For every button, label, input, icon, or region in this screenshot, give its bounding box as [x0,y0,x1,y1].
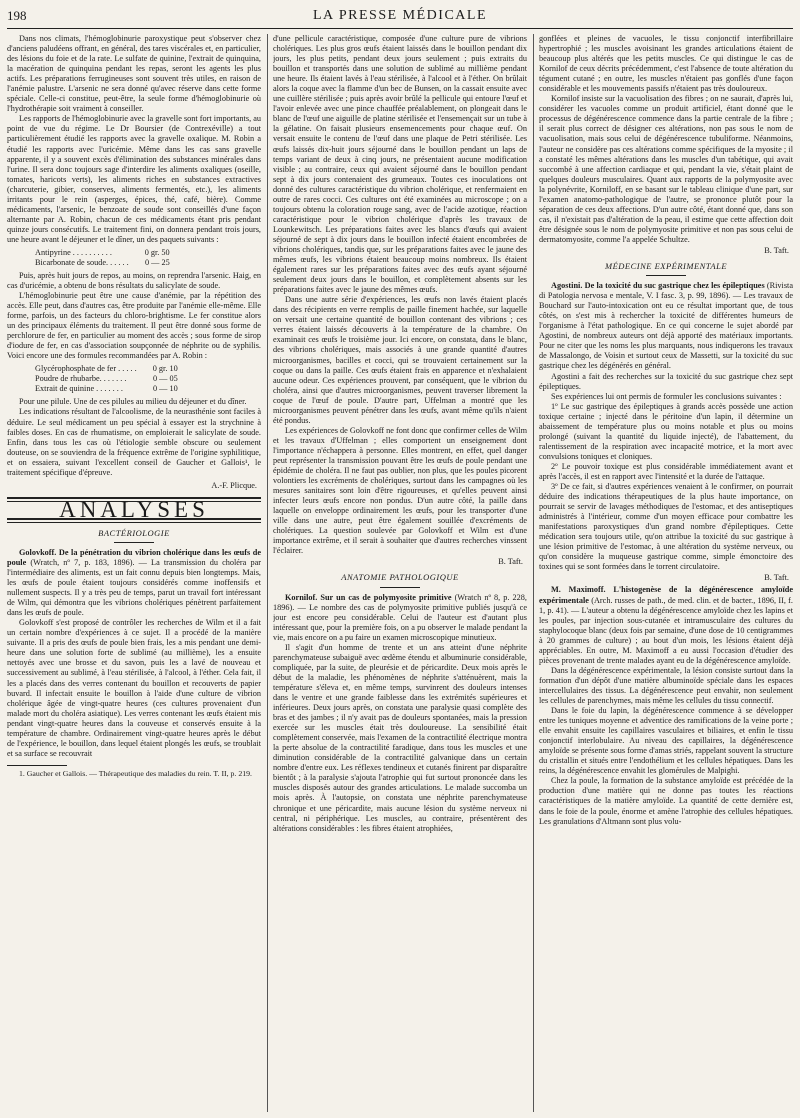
short-rule [380,587,420,588]
paragraph: 1º Le suc gastrique des épileptiques à grands accès possède une action toxique certaine ; injecté dans le péritoine d'un lapin, il détermine un abaissement de température plus ou moins notable et plus ou moins prolongé (suivant la quantité du liquide injecté), de l'abattement, du ralentissement de la respiration avec incapacité motrice, et la mort avec convulsions toniques et cloniques. [539,401,793,461]
entry-title: Golovkoff. De la pénétration du vibrion cholérique dans les œufs de poule [7,547,261,567]
short-rule [114,542,154,543]
paragraph: d'une pellicule caractéristique, composée d'une culture pure de vibrions cholériques. Les plus gros œufs étaient laissés dans le bouillon pendant dix jours, les plus petits, pendant deux jours seulement ; puis extraits du bouillon et transportés dans une solution de sublimé au millième pendant une heure. Ils étaient lavés à l'eau stérilisée, à l'alcool et à l'éther. On brûlait alors la coque avec la flamme d'un bec de Bunsen, on la cassait ensuite avec une cuillère stérilisée ; puis après avoir brûlé la pellicule qui entoure l'œuf et l'avoir enlevée avec une pince chauffée préalablement, on plongeait dans le blanc de l'œuf une aiguille de platine stérilisée et l'ensemençait sur un tube à la gélatine. On faisait plusieurs ensemencements pour chaque œuf. On versait ensuite le contenu de l'œuf dans une plaque de Petri stérilisée. Les œufs laissés dix-huit jours séjourné dans le bouillon pendant un laps de temps variant de deux à cinq jours, ne présentaient aucune modification visible ; au contraire, ceux qui avaient séjourné dans le bouillon pendant sept à dix jours contenaient des grumeaux. Toutes ces inoculations ont donné des cultures caractéristique du vibrion cholérique, et renfermaient en outre de rares cocci. Ces cultures ont été examinées au microscope ; on a toujours obtenu la coloration rouge sang, avec de l'acide azotique, réaction caractéristique pour le vibrion cholérique d'après les travaux de Lounkewitsch. Les préparations faites avec les blancs d'œufs qui avaient séjourné de sept à dix jours dans le bouillon infecté étaient encombrées de vibrions cholériques, tandis que, sur les préparations faites avec le jaune des mêmes œufs, les vibrions étaient beaucoup moins nombreux. Ils étaient également rares sur les préparations faites avec des œufs ayant séjourné seulement deux jours dans le bouillon, et complètement absents sur les préparations faites avec le jaune des mêmes œufs. [273,34,527,295]
article-entry [7,548,261,618]
paragraph: Il s'agit d'un homme de trente et un ans atteint d'une néphrite parenchymateuse subaiguë avec œdème étendu et albuminurie considérable, compliquée, par la suite, de pleurésie et de péricardite. Deux mois après le début de la maladie, les phénomènes de néphrite s'atténuèrent, mais la température s'éleva et, en même temps, survinrent des douleurs intenses dans le ventre et une grande faiblesse dans les extrémités supérieures et inférieures. Deux jours après, on constata une paralysie quasi complète des bras et des jambes ; il n'y avait pas de douleurs spontanées, mais la pression exercée sur les muscles était très douloureuse. La sensibilité était complètement conservée, mais l'examen de la contractilité électrique montra la perte absolue de la contractilité faradique, dans tous les muscles et une diminution considérable de la contractilité galvanique dans un certain nombre d'entre eux. Les réflexes tendineux et cutanés finirent par disparaître bientôt ; à la paralysie s'ajouta l'atrophie qui fut surtout prononcée dans les muscles disposés autour des grandes articulations. Le malade succomba un mois après. À l'autopsie, on constata une néphrite parenchymateuse chronique et une péricardite, mais aucune lésion du système nerveux ni central, ni périphérique. Les muscles, au contraire, présentèrent des altérations considérables : les fibres étaient atrophiées, [273,642,527,833]
footnote: 1. Gaucher et Gallois. — Thérapeutique des maladies du rein. T. II, p. 219. [19,768,252,778]
ingredient: Antipyrine . . . . . . . . . . [35,247,112,257]
author-signature: B. Taft. [764,245,789,255]
section-heading: ANATOMIE PATHOLOGIQUE [341,572,459,583]
ingredient: Glycérophosphate de fer . . . . . [35,364,137,374]
columns [7,34,793,1112]
entry-text: (Wratch, nº 7, p. 183, 1896). — La transmission du choléra par l'intermédiaire des aliments, est un fait connu depuis bien longtemps. Mais, les œufs de poule étaient toujours considérés comme inoffensifs et nullement suspects. Il y a très peu de temps, parut un travail fort intéressant de Wilm, qui démontra que les vibrions cholériques pénètrent parfaitement dans les œufs de poule. [7,557,261,618]
entry-text: (Rivista di Patologia nervosa e mentale, V. I fasc. 3, p. 99, 1896). — Les travaux de Bouchard sur l'auto-intoxication ont eu ce résultat important que, de tous côtés, on s'est mis à rechercher la toxicité de différentes humeurs de l'organisme à l'état pathologique. En ce qui concerne le sujet abordé par Agostini, de nombreux auteurs ont déjà apporté des matériaux importants. Pour ne citer que les noms les plus marquants, nous indiquerons les travaux de Massalongo, de Voisin et surtout ceux de Massetti, sur la toxicité du suc gastrique chez les dégénérés en général. [539,281,793,371]
section-heading: BACTÉRIOLOGIE [98,527,170,538]
paragraph: 2º Le pouvoir toxique est plus considérable immédiatement avant et après l'accès, il est en rapport avec l'intensité et la durée de l'attaque. [539,461,793,481]
column-divider [533,34,534,1112]
paragraph: Agostini a fait des recherches sur la toxicité du suc gastrique chez sept épileptiques. [539,371,793,391]
short-rule [646,275,686,276]
entry-text: (Arch. russes de path., de med. clin. et de bacter., 1896, II, f. 1, p. 41). — L'auteur a obtenu la dégénérescence amyloïde chez les lapins et les poules, par injection sous-cutanée et intramusculaire des cultures du staphylocoque blanc (deux fois par semaine, d'une dose de 10 centigrammes à 20 grammes de culture) ; au bout d'un mois, les lésions étaient déjà appréciables. En outre, M. Maximoff a eu aussi l'occasion d'étudier des pièces provenant de trente malades ayant eu de la dégénérescence amyloïde. [539,595,793,665]
author-signature: A.-F. Plicque. [211,480,257,490]
paragraph: 3º De ce fait, si d'autres expériences venaient à le confirmer, on pourrait déduire des indications thérapeutiques de la plus haute importance, on pourrait se servir de lavages méthodiques de l'estomac, et des antiseptiques administrés à l'intérieur, comme d'un moyen efficace pour combattre les manifestations paroxystiques d'un grand nombre d'épileptiques. Cette médication sera toujours utile, qu'on attribue la toxicité du suc gastrique à une lésion primitive de l'estomac, à une altération du système nerveux, ou qu'on considère la muqueuse gastrique comme, simple émonctoire des toxines qui se sont formées dans le torrent circulatoire. [539,482,793,572]
paragraph: L'hémoglobinurie peut être une cause d'anémie, par la répétition des accès. Elle peut, dans d'autres cas, être produite par l'anémie elle-même. Elle forme, parfois, un des facteurs du chloro-brightisme. Le fer constitue alors un des principaux éléments du traitement. Il peut être donné sous forme de perchlorure de fer, en particulier au moment des accès ; sous forme de sirop d'iodure de fer, en cas d'association soupçonnée de néphrite ou de syphilis. Voici encore une des formules recommandées par A. Robin : [7,291,261,361]
entry-title: Agostini. De la toxicité du suc gastrique chez les épileptiques [551,281,765,291]
paragraph: Dans une autre série d'expériences, les œufs non lavés étaient placés dans des récipients en verre remplis de paille finement hachée, sur laquelle on versait une certaine quantité de bouillon contenant des vibrions ; ces verres étaient laissés découverts à la température de la chambre. On examinait ces œufs le troisième jour. Ici encore, on constata, dans le blanc, des vibrions cholériques, mais associés à une grande quantité d'autres microorganismes, bacilles et cocci, qui se trouvaient certainement sur la coque ou dans la paille. Ces œufs étaient frais en apparence et n'exhalaient aucune odeur. Ces expériences prouvent, par conséquent, que le vibrion du choléra, ainsi que d'autres microorganismes, peuvent traverser librement la coque de l'œuf de poule. D'autre part, Uffelman a montré que les microorganismes peuvent pénétrer dans les œufs, avant même qu'ils n'aient été pondus. [273,295,527,425]
dose: 0 — 05 [152,374,178,384]
prescription-formula [35,364,184,394]
column-divider [267,34,268,1112]
journal-title: LA PRESSE MÉDICALE [312,8,487,23]
column-middle [273,34,527,1112]
author-signature: B. Taft. [764,573,789,583]
paragraph: Dans la dégénérescence expérimentale, la lésion consiste surtout dans la formation d'un dépôt d'une matière albuminoïde spéciale dans les espaces intercellulaires des tissus. La dégénérescence peut envahir, non seulement les cellules de parenchymes, mais même les cellules du tissu connectif. [539,665,793,705]
ingredient: Bicarbonate de soude. . . . . . [35,257,129,267]
paragraph: Ses expériences lui ont permis de formuler les conclusions suivantes : [551,391,782,401]
paragraph: Dans nos climats, l'hémoglobinurie paroxystique peut s'observer chez d'anciens paludéens offrant, en général, des tares viscérales et, en particulier, des lésions du foie et de la rate. Le sulfate de quinine, l'extrait de quinquina, la macération de quinquina pendant les repas, seront les agents les plus actifs. Les préparations ferrugineuses sont souvent très utiles, en raison de l'anémie palustre. L'arsenic ne sera donné qu'avec réserve dans cette forme spéciale. Celle-ci constitue, peut-être, la seule forme d'hémoglobinurie où l'hydrothérapie soit vraiment à conseiller. [7,34,261,114]
footnote-rule [7,765,67,766]
paragraph: Les expériences de Golovkoff ne font donc que confirmer celles de Wilm et les travaux d'Uffelman ; elles comportent un enseignement dont l'importance n'échappera à personne. Elles montrent, en effet, quel danger peut représenter la transmission pouvant être les œufs de poule pendant une épidémie de choléra. Il ne faut pas oublier, non plus, que les poules picorent volontiers les excréments de cholériques, surtout dans les campagnes où les mesures sanitaires sont loin d'être rigoureuses, et qu'elles peuvent ainsi infecter leurs œufs encore non pondus. D'un autre côté, la paille dans laquelle on enveloppe ordinairement les œufs, pour les transporter d'une ville dans une autre, peut être également souillée d'excréments de cholériques. La question soulevée par Golovkoff et Wilm est d'une importance extrême, et il serait à souhaiter que d'autres recherches vinssent l'éclairer. [273,425,527,556]
column-left [7,34,261,1112]
prescription-formula [35,248,176,268]
dose: 0 gr. 10 [152,364,178,374]
author-signature: B. Taft. [498,557,523,567]
entry-title: Kornilof. Sur un cas de polymyosite primitive [285,592,452,602]
section-heading: MÉDECINE EXPÉRIMENTALE [604,261,728,272]
entry-title: M. Maximoff. L'histogenèse de la dégénérescence amyloïde expérimentale [539,585,793,605]
paragraph: gonflées et pleines de vacuoles, le tissu conjonctif interfibrillaire hypertrophié ; les muscles avoisinant les grandes articulations étaient de beaucoup plus altérés que les petits muscles. Ce qui distingue le cas de Kornilof de ceux décrits précédemment, c'est l'absence de toute altération du tégument cutané ; en outre, les muscles n'étaient pas gonflés d'une façon considérable et les mouvements passifs n'étaient pas très douloureux. [539,34,793,94]
paragraph: Dans le foie du lapin, la dégénérescence commence à se développer entre les tuniques moyenne et adventice des ramifications de la veine porte ; elle envahit ensuite les capillaires vasculaires et biliaires, et enfin le tissu conjonctif interlobulaire. Au niveau des capillaires, la dégénérescence amyloïde se présente sous forme d'amas striés, rappelant souvent la structure du cristallin et situés entre l'endothélium et les cellules hépatiques. Dans les reins, la dégénérescence envahit les glomérules de Malpighi. [539,706,793,776]
page-number: 198 [7,8,27,23]
running-header [7,6,793,29]
entry-text: (Wratch nº 8, p. 228, 1896). — Le nombre des cas de polymyosite primitive publiés jusqu'à ce jour est encore peu considérable. Celui de l'auteur est d'autant plus intéressant que, pour la première fois, on a pu observer le malade pendant la vie, mais encore on a pu faire un examen microscopique minutieux. [273,592,527,642]
article-entry [273,593,527,643]
ingredient: Extrait de quinine . . . . . . . [35,384,123,394]
dose: 0 — 25 [144,257,170,267]
ingredient: Poudre de rhubarbe. . . . . . . [35,374,127,384]
paragraph: Puis, après huit jours de repos, au moins, on reprendra l'arsenic. Haig, en cas d'uricémie, a obtenu de bons résultats du salicylate de soude. [7,270,261,291]
article-entry [539,585,793,665]
newspaper-page [7,6,793,1112]
paragraph: Golovkoff s'est proposé de contrôler les recherches de Wilm et il a fait un certain nombre d'expériences à ce sujet. Il a procédé de la manière suivante. Il a pris des œufs de poule bien frais, les a mis pendant une demi-heure dans une solution forte de sublimé (au millième), les a ensuite nettoyés avec une brosse et du savon, puis les a lavé de nouveau et successivement au sublimé, à l'eau stérilisée, à l'alcool, à l'éther. Cela fait, il les a placés dans des verres contenant du bouillon et recouverts de papier buvard. Il infectait ensuite le bouillon à l'aide d'une culture de vibrion cholérique âgée de vingt-quatre heures (ces cultures provenaient d'un malade mort du choléra asiatique). Les verres contenant les œufs étaient mis pendant vingt-quatre heures dans la couveuse et conservés ensuite à la température de chambre. Ordinairement vingt-quatre heures après le début de l'expérience, le bouillon, dans lequel étaient plongés les œufs, se troublait et sa surface se recouvrait [7,618,261,758]
column-right [539,34,793,1112]
paragraph: Pour une pilule. Une de ces pilules au milieu du déjeuner et du dîner. [19,397,247,407]
article-entry [539,281,793,371]
paragraph: Les rapports de l'hémoglobinurie avec la gravelle sont fort importants, au point de vue du régime. Le Dr Boursier (de Contrexéville) a tout particulièrement étudié les rapports avec la gravelle oxalique. M. Robin a étudié les rapports avec l'uricémie. Même dans les cas sans gravelle apparente, il y a souvent excès d'élimination des substances minérales dans l'urine. Il sera donc toujours sage d'interdire les aliments oxaliques (oseille, tomates, haricots verts), les aliments riches en substances extractives (charcuterie, gibier, conserves, aliments fermentés, etc.), les aliments irritants pour le rein (asperges, épices, thé, café, bière). Comme médicaments, l'arsenic, le benzoate de soude sont conseillés d'une façon alternante par A. Robin, chacun de ces médicaments étant pris pendant quinze jours consécutifs. Le traitement fini, on donnera pendant trois jours, une heure avant le déjeuner et le dîner, un des paquets suivants : [7,114,261,244]
paragraph: Kornilof insiste sur la vacuolisation des fibres ; on ne saurait, d'après lui, considérer les vacuoles comme un produit artificiel, étant donné que le processus de dégénérescence commence dans la partie centrale de la fibre ; il serait plus correct de désigner ces altérations, non pas sous le nom de vacuolisation, mais sous celui de dégénérescence tubuliforme. Néanmoins, l'auteur ne considère pas ces altérations comme spécifiques de la myosite ; il a constaté les mêmes altérations dans les muscles d'un tabétique, qui avait succombé à une affection cardiaque et qui, pendant la vie, s'était plaint de quelques douleurs musculaires. Quant aux rapports de la polymyosite avec la polynévrite, Korniloff, en se basant sur le tableau clinique d'une part, sur l'examen anatomo-pathologique de l'autre, se prononce plutôt pour la séparation de ces deux affections. D'un autre côté, étant donné que, dans son cas, il n'existait pas d'altération de la peau, il estime que cette affection doit être désignée sous le nom de polymyosite primitive et non pas sous celui de dermatomyosite, comme l'a appelée Schultze. [539,94,793,244]
section-banner: ANALYSES [59,496,209,522]
paragraph: Les indications résultant de l'alcoolisme, de la neurasthénie sont faciles à déduire. Le seul médicament un peu spécial à essayer est la strychnine à faibles doses. En cas de rhumatisme, on emploierait le salicylate de soude. Enfin, dans tous les cas où l'étiologie semble obscure ou seulement douteuse, on se souviendra de la fréquence extrême de l'origine syphilitique, et on essaiera, suivant l'excellent conseil de Gaucher et Gallois¹, le traitement spécifique d'épreuve. [7,407,261,477]
dose: 0 — 10 [152,384,178,394]
paragraph: Chez la poule, la formation de la substance amyloïde est précédée de la production d'une matière qui ne donne pas toutes les réactions caractéristiques de la matière amyloïde. La quantité de cette dernière est, dans le foie de la poule, énorme et amène l'atrophie des cellules hépatiques. Les granulations d'Altmann sont plus volu- [539,776,793,826]
dose: 0 gr. 50 [144,247,170,257]
